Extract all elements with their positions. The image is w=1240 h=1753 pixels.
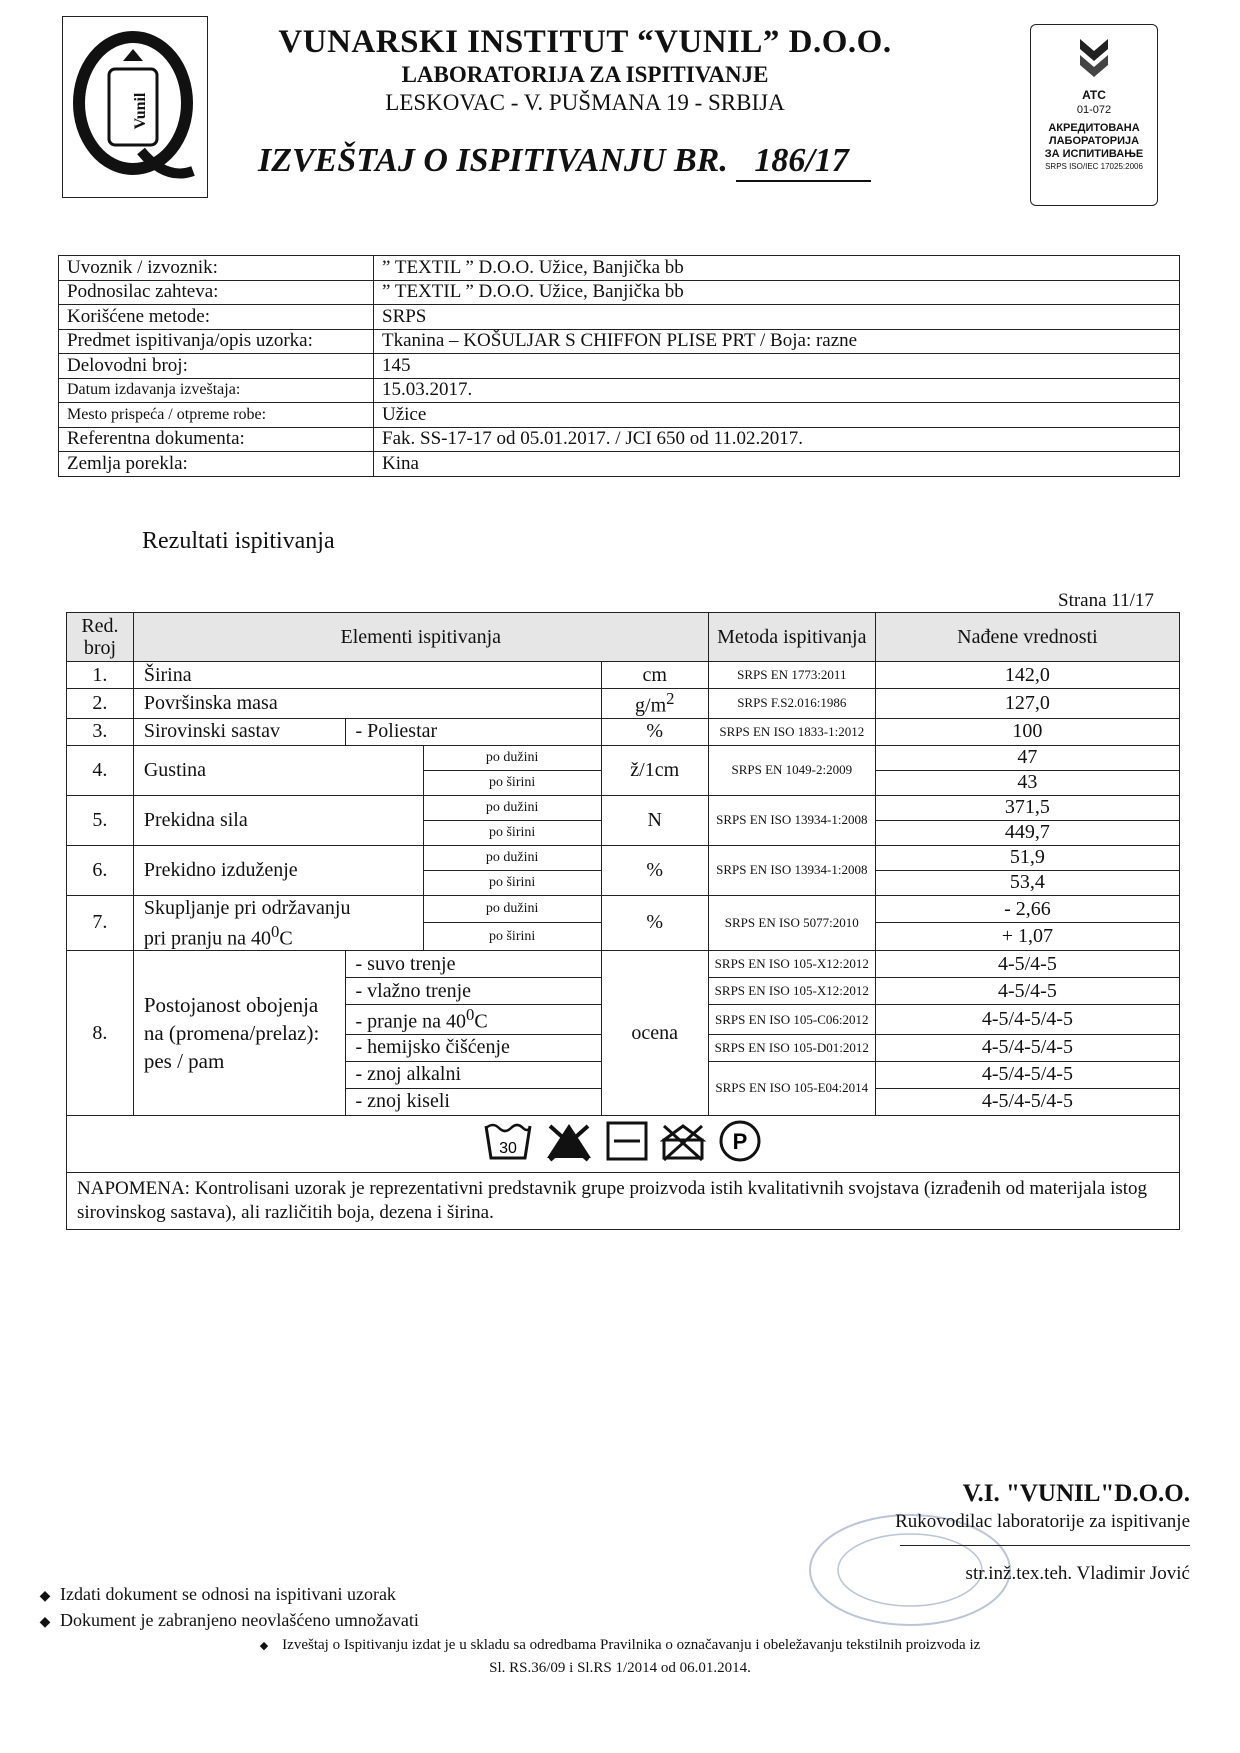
- row-name: Površinska masa: [133, 689, 601, 719]
- care-symbols: [67, 1115, 1180, 1172]
- row-value: 100: [875, 718, 1179, 745]
- table-row: [67, 662, 1180, 689]
- item-text: - pranje na 40: [355, 1010, 467, 1033]
- row-method: SRPS EN ISO 105-X12:2012: [708, 978, 875, 1005]
- table-row: [67, 795, 1180, 820]
- row-sub-width: po širini: [423, 770, 601, 795]
- svg-text:Vunil: Vunil: [132, 92, 149, 130]
- info-value: Fak. SS-17-17 od 05.01.2017. / JCI 650 od 11.02.2017.: [374, 427, 1180, 452]
- accreditation-line-2: ЛАБОРАТОРИЈА: [1048, 135, 1140, 147]
- row-method: SRPS EN ISO 1833-1:2012: [708, 718, 875, 745]
- row-no: 1.: [67, 662, 134, 689]
- institute-name: VUNARSKI INSTITUT “VUNIL” D.O.O.: [278, 24, 892, 60]
- info-value: SRPS: [374, 305, 1180, 330]
- info-row: [59, 305, 1180, 330]
- row-value: 4-5/4-5/4-5: [875, 1088, 1179, 1115]
- bullet-icon: ◆: [39, 1589, 51, 1604]
- row-value-width: 53,4: [875, 870, 1179, 895]
- unit-superscript: 2: [666, 689, 675, 708]
- row-method: SRPS EN ISO 13934-1:2008: [708, 845, 875, 895]
- degree-sup: 0: [466, 1005, 475, 1025]
- row-sub-length: po dužini: [423, 795, 601, 820]
- report-info-table: [58, 255, 1180, 477]
- no-bleach-icon: [544, 1120, 594, 1168]
- info-label: Podnosilac zahteva:: [59, 280, 374, 305]
- row-sub-width: po širini: [423, 820, 601, 845]
- info-row: [59, 452, 1180, 477]
- row-item-label: - znoj kiseli: [345, 1088, 601, 1115]
- info-row: [59, 280, 1180, 305]
- info-value: Kina: [374, 452, 1180, 477]
- degree-sup: 0: [271, 921, 280, 941]
- row-no: 8.: [67, 951, 134, 1116]
- row-method: SRPS EN ISO 13934-1:2008: [708, 795, 875, 845]
- info-value: 145: [374, 354, 1180, 379]
- signature-role: Rukovodilac laboratorije za ispitivanje: [895, 1511, 1190, 1532]
- laboratory-name: LABORATORIJA ZA ISPITIVANJE: [401, 62, 769, 87]
- signature-organization: V.I. "VUNIL"D.O.O.: [962, 1480, 1190, 1507]
- row-value-length: 47: [875, 745, 1179, 770]
- row-method: SRPS EN 1773:2011: [708, 662, 875, 689]
- table-row: [67, 951, 1180, 978]
- wash-temp: 30: [499, 1139, 517, 1157]
- dryclean-p-icon: [717, 1118, 763, 1170]
- wash-30-icon: [483, 1120, 533, 1168]
- info-row: [59, 329, 1180, 354]
- name-end: C: [279, 927, 293, 950]
- row-value: 4-5/4-5: [875, 978, 1179, 1005]
- row-value-width: 43: [875, 770, 1179, 795]
- dry-flat-icon: [605, 1120, 649, 1168]
- info-row: [59, 354, 1180, 379]
- row-method: SRPS EN ISO 105-D01:2012: [708, 1034, 875, 1061]
- info-row: [59, 256, 1180, 281]
- row-value: 4-5/4-5/4-5: [875, 1005, 1179, 1035]
- info-value: ” TEXTIL ” D.O.O. Užice, Banjička bb: [374, 280, 1180, 305]
- row-no: 4.: [67, 745, 134, 795]
- row-unit: %: [601, 845, 708, 895]
- header-element: Elementi ispitivanja: [133, 613, 708, 662]
- results-table: [66, 612, 1180, 1230]
- accreditation-standard: SRPS ISO/IEC 17025:2006: [1045, 162, 1143, 171]
- row-item-label: - znoj alkalni: [345, 1061, 601, 1088]
- row-item-label: - vlažno trenje: [345, 978, 601, 1005]
- signature-line: [900, 1545, 1190, 1546]
- row-name: Gustina: [133, 745, 423, 795]
- row-sub-length: po dužini: [423, 895, 601, 923]
- row-name: [133, 895, 423, 951]
- note-text: NAPOMENA: Kontrolisani uzorak je reprezentativni predstavnik grupe proizvoda istih kvalitativnih svojstava (izrađenih od materijala istog sirovinskog sastava), ali različitih boja, dezena i širina.: [67, 1172, 1180, 1229]
- info-label: Datum izdavanja izveštaja:: [59, 378, 374, 403]
- row-name-line1: Skupljanje pri održavanju: [143, 896, 351, 919]
- header-values: Nađene vrednosti: [875, 613, 1179, 662]
- row-sub-length: po dužini: [423, 845, 601, 870]
- row-sub: - Poliestar: [345, 718, 601, 745]
- row-sub-length: po dužini: [423, 745, 601, 770]
- bullet-icon: ◆: [39, 1615, 51, 1630]
- info-row: [59, 378, 1180, 403]
- row-method: SRPS EN ISO 105-C06:2012: [708, 1005, 875, 1035]
- row-no: 2.: [67, 689, 134, 719]
- info-label: Mesto prispeća / otpreme robe:: [59, 403, 374, 428]
- row-name: Prekidno izduženje: [133, 845, 423, 895]
- row-unit: %: [601, 895, 708, 951]
- info-label: Zemlja porekla:: [59, 452, 374, 477]
- accreditation-line-3: ЗА ИСПИТИВАЊЕ: [1044, 148, 1144, 160]
- info-value: ” TEXTIL ” D.O.O. Užice, Banjička bb: [374, 256, 1180, 281]
- info-value: Užice: [374, 403, 1180, 428]
- results-heading: Rezultati ispitivanja: [142, 528, 335, 554]
- row-unit: N: [601, 795, 708, 845]
- row-name-line2: [144, 920, 419, 951]
- row-value-width: 449,7: [875, 820, 1179, 845]
- info-value: 15.03.2017.: [374, 378, 1180, 403]
- laboratory-address: LESKOVAC - V. PUŠMANA 19 - SRBIJA: [385, 90, 785, 115]
- footer-note-text: Izdati dokument se odnosi na ispitivani uzorak: [60, 1584, 396, 1604]
- report-number: 186/17: [736, 142, 870, 182]
- info-label: Predmet ispitivanja/opis uzorka:: [59, 329, 374, 354]
- info-label: Uvoznik / izvoznik:: [59, 256, 374, 281]
- atc-code: 01-072: [1076, 104, 1112, 116]
- item-end: C: [474, 1010, 488, 1033]
- footer-note-1: [30, 1584, 396, 1605]
- atc-emblem-icon: [1074, 35, 1114, 81]
- row-value-width: + 1,07: [875, 923, 1179, 951]
- info-label: Referentna dokumenta:: [59, 427, 374, 452]
- row-unit: [601, 689, 708, 719]
- row-unit: ocena: [601, 951, 708, 1116]
- row-method: SRPS EN ISO 105-E04:2014: [708, 1061, 875, 1115]
- row-sub-width: po širini: [423, 923, 601, 951]
- institute-logo: [62, 16, 208, 198]
- row-value-length: 51,9: [875, 845, 1179, 870]
- signature-name: str.inž.tex.teh. Vladimir Jović: [965, 1563, 1190, 1584]
- vunil-logo-icon: [71, 31, 199, 181]
- row-no: 3.: [67, 718, 134, 745]
- table-row: [67, 845, 1180, 870]
- info-label: Delovodni broj:: [59, 354, 374, 379]
- row-item-label: [345, 1005, 601, 1035]
- table-row: [67, 895, 1180, 923]
- legal-notice: [195, 1634, 1045, 1679]
- row-method: SRPS EN ISO 105-X12:2012: [708, 951, 875, 978]
- name-text: pri pranju na 40: [143, 927, 272, 950]
- page-number: Strana 11/17: [1058, 590, 1154, 611]
- unit-text: g/m: [635, 694, 667, 717]
- table-row: [67, 718, 1180, 745]
- table-row: [67, 689, 1180, 719]
- atc-label: ATC: [1082, 88, 1106, 102]
- info-value: Tkanina – KOŠULJAR S CHIFFON PLISE PRT / Boja: razne: [374, 329, 1180, 354]
- row-value: 4-5/4-5/4-5: [875, 1061, 1179, 1088]
- accreditation-line-1: АКРЕДИТОВАНА: [1048, 122, 1140, 134]
- row-unit: cm: [601, 662, 708, 689]
- legal-line-2: Sl. RS.36/09 i Sl.RS 1/2014 od 06.01.2014.: [489, 1660, 751, 1676]
- row-name: Postojanost obojenja na (promena/prelaz): pes / pam: [133, 951, 345, 1116]
- row-no: 6.: [67, 845, 134, 895]
- row-item-label: - suvo trenje: [345, 951, 601, 978]
- row-value: 142,0: [875, 662, 1179, 689]
- footer-note-2: [30, 1610, 419, 1631]
- info-row: [59, 403, 1180, 428]
- row-value-length: 371,5: [875, 795, 1179, 820]
- row-value: 4-5/4-5: [875, 951, 1179, 978]
- info-row: [59, 427, 1180, 452]
- no-tumble-dry-icon: [660, 1120, 706, 1168]
- row-method: SRPS EN ISO 5077:2010: [708, 895, 875, 951]
- row-item-label: - hemijsko čišćenje: [345, 1034, 601, 1061]
- row-value: 127,0: [875, 689, 1179, 719]
- row-name: Širina: [133, 662, 601, 689]
- report-title: [258, 142, 938, 182]
- header-method: Metoda ispitivanja: [708, 613, 875, 662]
- dryclean-letter: P: [732, 1128, 748, 1154]
- legal-line-1: Izveštaj o Ispitivanju izdat je u skladu sa odredbama Pravilnika o označavanju i obeležavanju tekstilnih proizvoda iz: [282, 1637, 981, 1653]
- row-value: 4-5/4-5/4-5: [875, 1034, 1179, 1061]
- info-label: Korišćene metode:: [59, 305, 374, 330]
- footer-note-text: Dokument je zabranjeno neovlašćeno umnožavati: [60, 1610, 419, 1630]
- row-unit: %: [601, 718, 708, 745]
- row-method: SRPS EN 1049-2:2009: [708, 745, 875, 795]
- row-no: 7.: [67, 895, 134, 951]
- row-name: Prekidna sila: [133, 795, 423, 845]
- accreditation-badge: [1030, 24, 1158, 206]
- report-title-text: IZVEŠTAJ O ISPITIVANJU BR.: [258, 142, 728, 179]
- row-no: 5.: [67, 795, 134, 845]
- row-method: SRPS F.S2.016:1986: [708, 689, 875, 719]
- row-unit: ž/1cm: [601, 745, 708, 795]
- bullet-icon: ◆: [259, 1640, 269, 1652]
- row-name: Sirovinski sastav: [133, 718, 345, 745]
- header-no: Red. broj: [67, 613, 134, 662]
- row-value-length: - 2,66: [875, 895, 1179, 923]
- table-row: [67, 745, 1180, 770]
- row-sub-width: po širini: [423, 870, 601, 895]
